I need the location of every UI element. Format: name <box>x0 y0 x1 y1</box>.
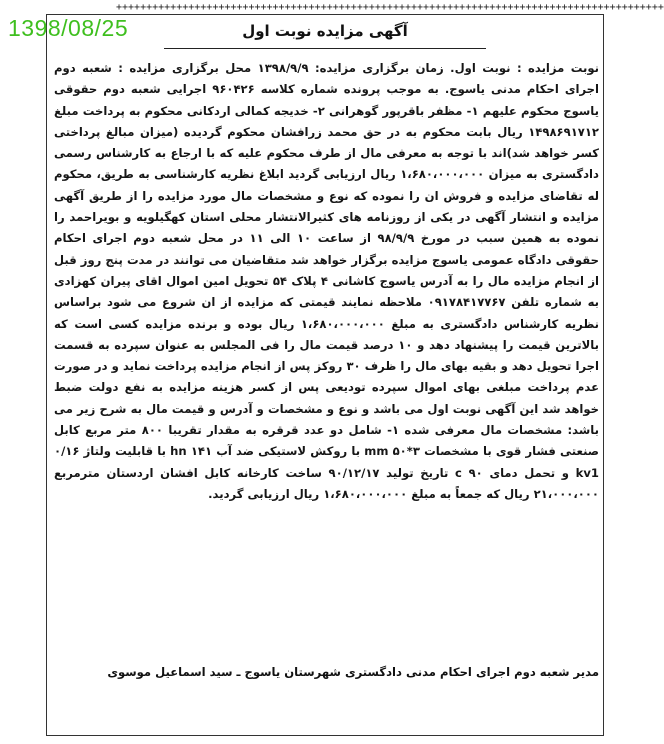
notice-body-paragraph: نوبت مزایده : نوبت اول. زمان برگزاری مزایده: ۱۳۹۸/۹/۹ محل برگزاری مزایده : شعبه دوم اجرای احکام مدنی یاسوج. به موجب پرونده شماره کلاسه ۹۶۰۴۲۶ اجرایی شعبه دوم حقوقی یاسوج محکوم علیهم ۱- مظفر باقرپور گوهرانی ۲- خدیجه کمالی اردکانی محکوم به پرداخت مبلغ ۱۴۹۸۶۹۱۷۱۲ ریال بابت محکوم به در حق محمد زرافشان محکوم گردیده (میزان مبالغ پرداختی کسر خواهد شد)اند با توجه به معرفی مال از طرف محکوم علیه که با ارجاع به کارشناس رسمی دادگستری به میزان ۱،۶۸۰،۰۰۰،۰۰۰ ریال ارزیابی گردید ابلاغ نظریه کارشناسی به طریق، محکوم له تقاضای مزایده و فروش ان را نموده که نوع و مشخصات مال مورد مزایده را از طریق آگهی مزایده و انتشار آگهی در یکی از روزنامه های کثیرالانتشار محلی استان کهگیلویه و بویراحمد را نموده به همین سبب در مورخ ۹۸/۹/۹ از ساعت ۱۰ الی ۱۱ در محل شعبه دوم اجرای احکام حقوقی دادگاه عمومی یاسوج مزایده برگزار خواهد شد متقاضیان می توانند در مدت پنج روز قبل از انجام مزایده مال را به آدرس یاسوج کاشانی ۴ پلاک ۵۴ تحویل امین اموال اقای پیران کهزادی به شماره تلفن ۰۹۱۷۸۴۱۷۷۶۷ ملاحظه نمایند قیمتی که مزایده از ان شروع می شود براساس نظریه کارشناس دادگستری به مبلغ ۱،۶۸۰،۰۰۰،۰۰۰ ریال بوده و برنده مزایده کسی است که بالاترین قیمت را پیشنهاد دهد و ۱۰ درصد قیمت مال را فی المجلس به عنوان سپرده به قسمت اجرا تحویل دهد و بقیه بهای مال را ظرف ۳۰ روکز پس از انجام مزایده پرداخت نماید و در صورت عدم پرداخت مبلغی بهای اموال سپرده تودیعی پس از کسر هزینه مزایده به نفع دولت ضبط خواهد شد این آگهی نوبت اول می باشد و نوع و مشخصات و آدرس و قیمت مال به شرح زیر می باشد: مشخصات مال معرفی شده ۱- شامل دو عدد قرقره به مقدار تقریبا ۸۰۰ متر مربع کابل صنعتی فشار قوی با مشخصات ۳*۵۰ mm با روکش لاستیکی ضد آب ۱۴۱ hn با قابلیت ولتاژ ۰/۱۶ kv1 و تحمل دمای ۹۰ c تاریخ تولید ۹۰/۱۲/۱۷ ساخت کارخانه کابل افشان اردستان مترمربع ۲۱،۰۰۰،۰۰۰ ریال که جمعاً به مبلغ ۱،۶۸۰،۰۰۰،۰۰۰ ریال ارزیابی گردید. <box>54 61 599 501</box>
title-container <box>46 16 604 49</box>
date-stamp: 1398/08/25 <box>8 15 129 41</box>
notice-title: آگهی مزایده نوبت اول <box>164 16 486 49</box>
notice-signature: مدیر شعبه دوم اجرای احکام مدنی دادگستری شهرستان یاسوج ـ سید اسماعیل موسوی <box>107 665 599 679</box>
decorative-top-border: +++++++++++++++++++++++++++++++++++++++++++++++++++++++++++++++++++++++++++++++++++++++++++ <box>116 2 664 13</box>
notice-body <box>54 58 599 505</box>
